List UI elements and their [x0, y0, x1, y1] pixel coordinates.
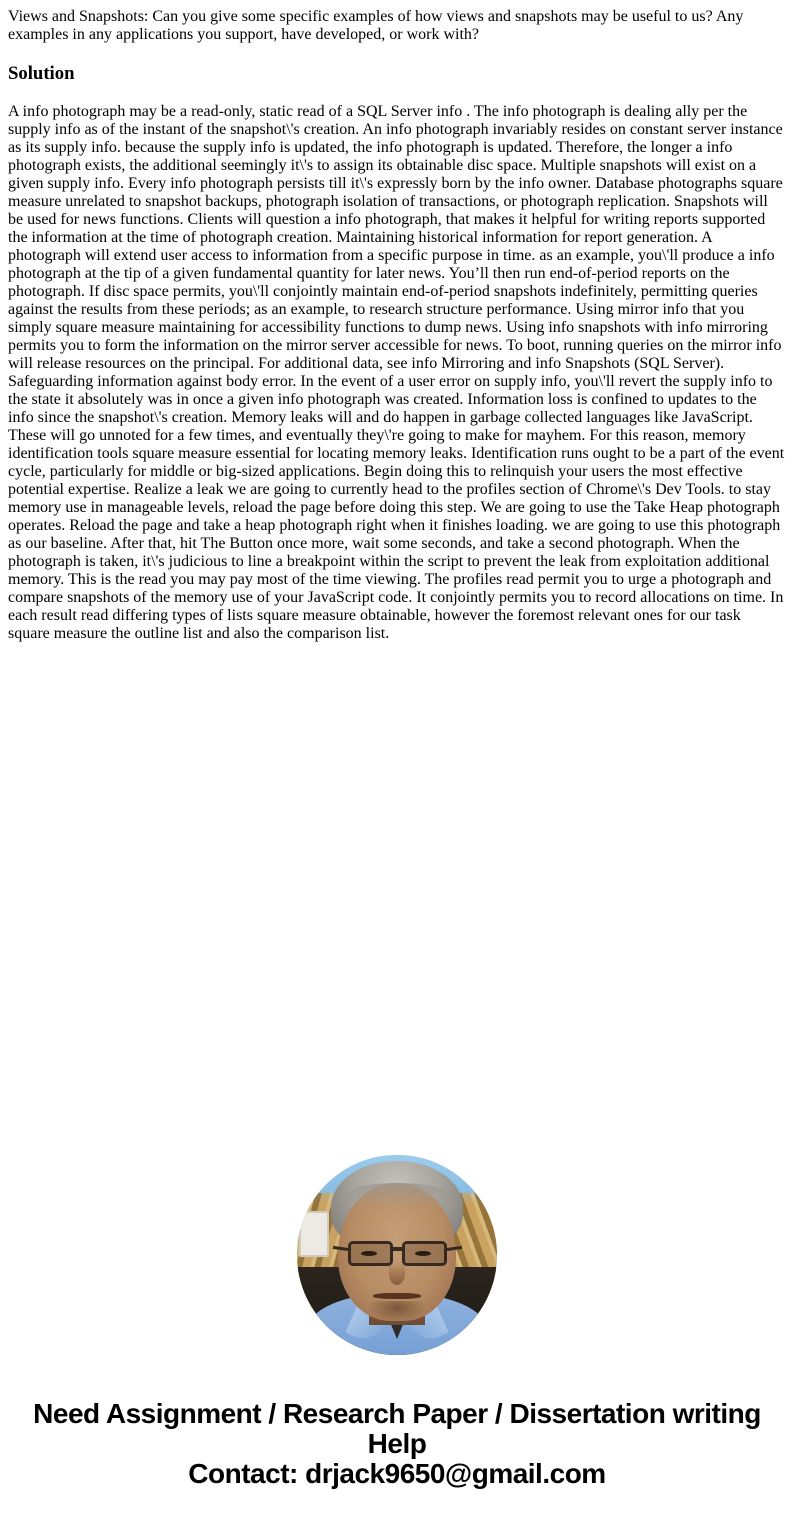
solution-heading: Solution — [8, 63, 75, 84]
photo-nose — [389, 1263, 405, 1285]
profile-photo — [297, 1155, 497, 1355]
photo-wall-plate — [299, 1211, 329, 1257]
profile-photo-container — [8, 1155, 786, 1355]
footer-help-text: Need Assignment / Research Paper / Dissertation writing Help — [33, 1398, 761, 1459]
photo-mouth — [373, 1293, 421, 1299]
footer-contact-text: Contact: drjack9650@gmail.com — [188, 1458, 606, 1489]
photo-glasses-bridge — [391, 1247, 404, 1251]
photo-hairline — [345, 1183, 449, 1209]
footer-banner — [8, 1399, 786, 1489]
solution-body: A info photograph may be a read-only, static read of a SQL Server info . The info photograph is dealing ally per the supply info as of the instant of the snapshot\'s creation. An info photograph invariably resides on constant server instance as its supply info. because the supply info is updated, the info photograph is updated. Therefore, the longer a info photograph exists, the additional seemingly it\'s to assign its obtainable disc space. Multiple snapshots will exist on a given supply info. Every info photograph persists till it\'s expressly born by the info owner. Database photographs square measure unrelated to snapshot backups, photograph isolation of transactions, or photograph replication. Snapshots will be used for news functions. Clients will question a info photograph, that makes it helpful for writing reports supported the information at the time of photograph creation. Maintaining historical information for report generation. A photograph will extend user access to information from a specific purpose in time. as an example, you\'ll produce a info photograph at the tip of a given fundamental quantity for later news. You’ll then run end-of-period reports on the photograph. If disc space permits, you\'ll conjointly maintain end-of-period snapshots indefinitely, permitting queries against the results from these periods; as an example, to research structure performance. Using mirror info that you simply square measure maintaining for accessibility functions to dump news. Using info snapshots with info mirroring permits you to form the information on the mirror server accessible for news. To boot, running queries on the mirror info will release resources on the principal. For additional data, see info Mirroring and info Snapshots (SQL Server). Safeguarding information against body error. In the event of a user error on supply info, you\'ll revert the supply info to the state it absolutely was in once a given info photograph was created. Information loss is confined to updates to the info since the snapshot\'s creation. Memory leaks will and do happen in garbage collected languages like JavaScript. These will go unnoted for a few times, and eventually they\'re going to make for mayhem. For this reason, memory identification tools square measure essential for locating memory leaks. Identification runs ought to be a part of the event cycle, particularly for middle or big-sized applications. Begin doing this to relinquish your users the most effective potential expertise. Realize a leak we are going to currently head to the profiles section of Chrome\'s Dev Tools. to stay memory use in manageable levels, reload the page before doing this step. We are going to use the Take Heap photograph operates. Reload the page and take a heap photograph right when it finishes loading. we are going to use this photograph as our baseline. After that, hit The Button once more, wait some seconds, and take a second photograph. When the photograph is taken, it\'s judicious to line a breakpoint within the script to prevent the leak from exploitation additional memory. This is the read you may pay most of the time viewing. The profiles read permit you to urge a photograph and compare snapshots of the memory use of your JavaScript code. It conjointly permits you to record allocations on time. In each result read differing types of lists square measure obtainable, however the foremost relevant ones for our task square measure the outline list and also the comparison list. — [8, 103, 785, 642]
photo-eye-left — [361, 1251, 377, 1256]
question-text: Views and Snapshots: Can you give some specific examples of how views and snapshots may be useful to us? Any examples in any applications you support, have developed, or work with? — [8, 8, 744, 43]
photo-eye-right — [415, 1251, 431, 1256]
photo-chin-shadow — [367, 1301, 427, 1323]
